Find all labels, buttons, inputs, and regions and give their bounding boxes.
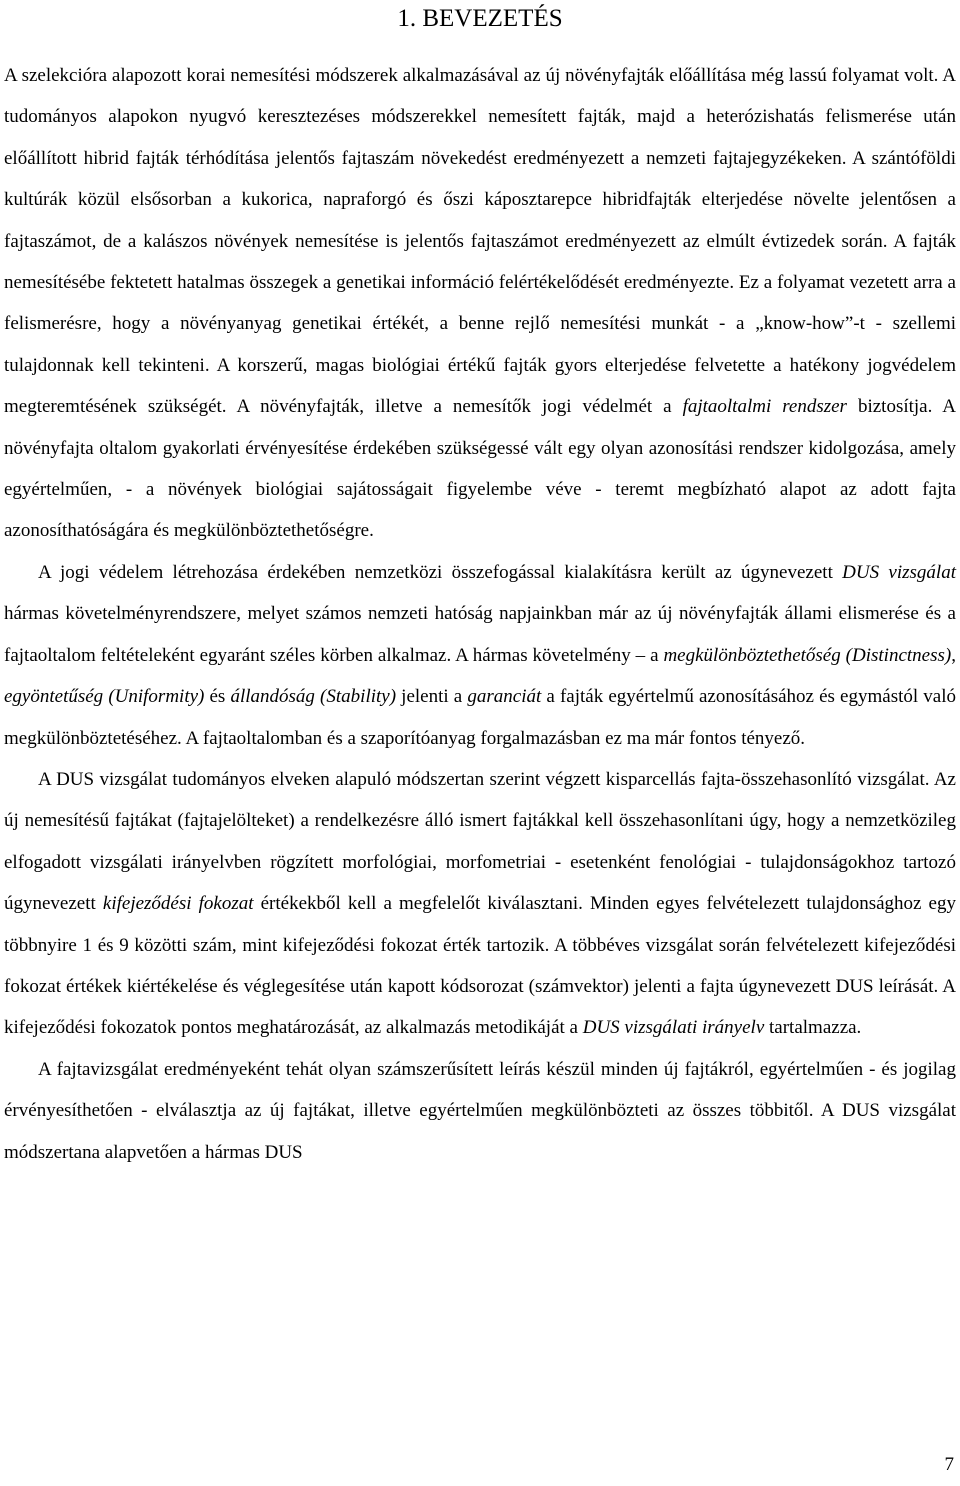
text-segment: tartalmazza. [764,1017,862,1039]
chapter-heading: 1. BEVEZETÉS [397,5,563,32]
italic-text-segment: DUS vizsgálati irányelv [582,1017,765,1039]
text-segment: A jogi védelem létrehozása érdekében nemzetközi összefogással kialakításra került az úgynevezett [38,561,843,583]
italic-text-segment: fajtaoltalmi rendszer [682,396,847,418]
italic-text-segment: egyöntetűség (Uniformity) [4,686,205,708]
text-segment: A fajtavizsgálat eredményeként tehát olyan számszerűsített leírás készül minden új fajtákról, egyértelműen - és jogilag érvényesíthetően - elválasztja az új fajtákat, illetve egyértelműen megkülönbözteti az összes többitől. A DUS vizsgálat módszertana alapvetően a hármas DUS [4,1058,956,1163]
italic-text-segment: kifejeződési fokozat [102,893,254,915]
italic-text-segment: garanciát [467,686,542,708]
italic-text-segment: megkülönböztethetőség (Distinctness) [663,644,952,666]
text-segment: és [204,686,231,708]
text-segment: értékekből kell a megfelelőt kiválasztani. Minden egyes felvételezett tulajdonsághoz egy többnyire 1 és 9 közötti szám, mint kifejeződési fokozat érték tartozik. A többéves vizsgálat során felvételezett kifejeződési fokozat értékek kiértékelése és véglegesítése után kapott kódsorozat (számvektor) jelenti a fajta úgynevezett DUS leírását. A kifejeződési fokozatok pontos meghatározását, az alkalmazás metodikáját a [4,893,956,1039]
text-segment: biztosítja. A növényfajta oltalom gyakorlati érvényesítése érdekében szükségessé vált egy olyan azonosítási rendszer kidolgozása, amely egyértelműen, - a növények biológiai sajátosságait figyelembe véve - teremt megbízható alapot az adott fajta azonosíthatóságára és megkülönböztethetőségre. [4,396,957,542]
paragraph-1 [4,55,956,552]
paragraph-3 [4,759,956,1049]
text-segment: a fajták egyértelmű azonosításához és egymástól való megkülönböztetéséhez. A fajtaoltalomban és a szaporítóanyag forgalmazásban ez ma már fontos tényező. [4,686,957,749]
text-segment: A szelekcióra alapozott korai nemesítési módszerek alkalmazásával az új növényfajták előállítása még lassú folyamat volt. A tudományos alapokon nyugvó keresztezéses módszerekkel nemesített fajták, majd a heterózishatás felismerése után előállított hibrid fajták térhódítása jelentős fajtaszám növekedést eredményezett a nemzeti fajtajegyzékeken. A szántóföldi kultúrák közül elsősorban a kukorica, napraforgó és őszi káposztarepce hibridfajták elterjedése növelte jelentősen a fajtaszámot, de a kalászos növények nemesítése is jelentős fajtaszámot eredményezett az elmúlt évtizedek során. A fajták nemesítésébe fektetett hatalmas összegek a genetikai információ felértékelődését eredményezte. Ez a folyamat vezetett arra a felismerésre, hogy a növényanyag genetikai értékét, a benne rejlő nemesítési munkát - a „know-how”-t - szellemi tulajdonnak kell tekinteni. A korszerű, magas biológiai értékű fajták gyors elterjedése felvetette a hatékony jogvédelem megteremtésének szükségét. A növényfajták, illetve a nemesítők jogi védelmét a [4,65,956,418]
page-number: 7 [944,1454,954,1475]
paragraph-2 [4,552,956,759]
text-segment: jelenti a [396,686,468,708]
text-segment: hármas követelményrendszere, melyet számos nemzeti hatóság napjainkban már az új növényfajták állami elismerése és a fajtaoltalom feltételeként egyaránt széles körben alkalmaz. A hármas követelmény – a [4,603,956,666]
text-segment: , [951,644,956,666]
paragraph-4 [4,1049,956,1173]
italic-text-segment: DUS vizsgálat [842,561,956,583]
text-segment: A DUS vizsgálat tudományos elveken alapuló módszertan szerint végzett kisparcellás fajta-összehasonlító vizsgálat. Az új nemesítésű fajtákat (fajtajelölteket) a rendelkezésre álló ismert fajtákkal kell összehasonlítani úgy, hogy a nemzetközileg elfogadott vizsgálati irányelvben rögzített morfológiai, morfometriai - esetenként fenológiai - tulajdonságokhoz tartozó úgynevezett [4,768,956,915]
italic-text-segment: állandóság (Stability) [230,686,397,708]
